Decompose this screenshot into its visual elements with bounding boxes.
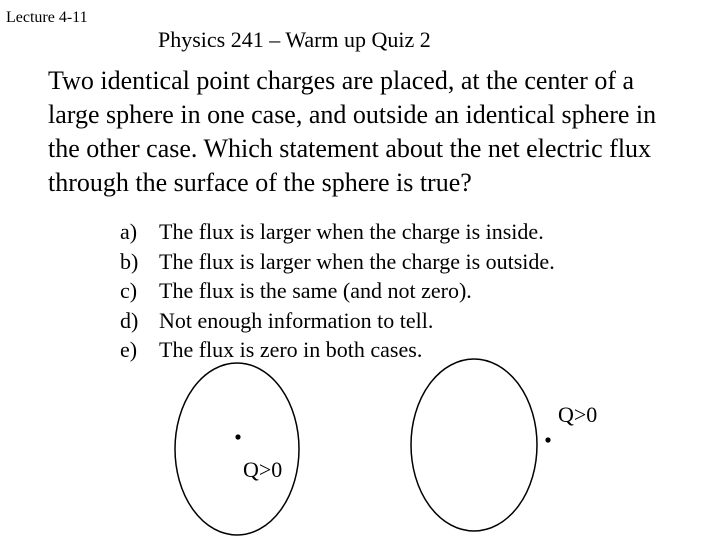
question-line: Two identical point charges are placed, at the center of a bbox=[48, 66, 635, 95]
choice-letter: e) bbox=[120, 337, 138, 362]
choice-text: The flux is larger when the charge is inside. bbox=[159, 219, 544, 244]
choice-e bbox=[120, 335, 555, 365]
choice-text: The flux is the same (and not zero). bbox=[159, 278, 472, 303]
choice-text: Not enough information to tell. bbox=[159, 307, 434, 333]
inside-charge-dot bbox=[235, 434, 240, 439]
choice-letter: a) bbox=[120, 219, 138, 244]
left-sphere bbox=[175, 363, 299, 535]
right-sphere bbox=[411, 359, 537, 531]
lecture-label: Lecture 4-11 bbox=[6, 9, 88, 26]
choice-d bbox=[120, 306, 555, 336]
choice-letter: b) bbox=[120, 248, 139, 274]
choice-a bbox=[120, 217, 555, 247]
inside-charge-label: Q>0 bbox=[243, 457, 283, 482]
quiz-title: Physics 241 – Warm up Quiz 2 bbox=[158, 27, 431, 52]
question-line: the other case. Which statement about the net electric flux bbox=[48, 134, 652, 163]
choice-text: The flux is larger when the charge is outside. bbox=[159, 248, 555, 274]
choice-letter: c) bbox=[120, 278, 138, 303]
question-text bbox=[48, 64, 716, 200]
question-line: through the surface of the sphere is true? bbox=[48, 168, 472, 197]
choice-text: The flux is zero in both cases. bbox=[159, 337, 423, 362]
answer-choices bbox=[120, 217, 555, 365]
outside-charge-label: Q>0 bbox=[558, 402, 598, 427]
choice-c bbox=[120, 276, 555, 306]
choice-letter: d) bbox=[120, 307, 139, 333]
choice-b bbox=[120, 247, 555, 277]
outside-charge-dot bbox=[545, 437, 550, 442]
question-line: large sphere in one case, and outside an identical sphere in bbox=[48, 100, 657, 129]
